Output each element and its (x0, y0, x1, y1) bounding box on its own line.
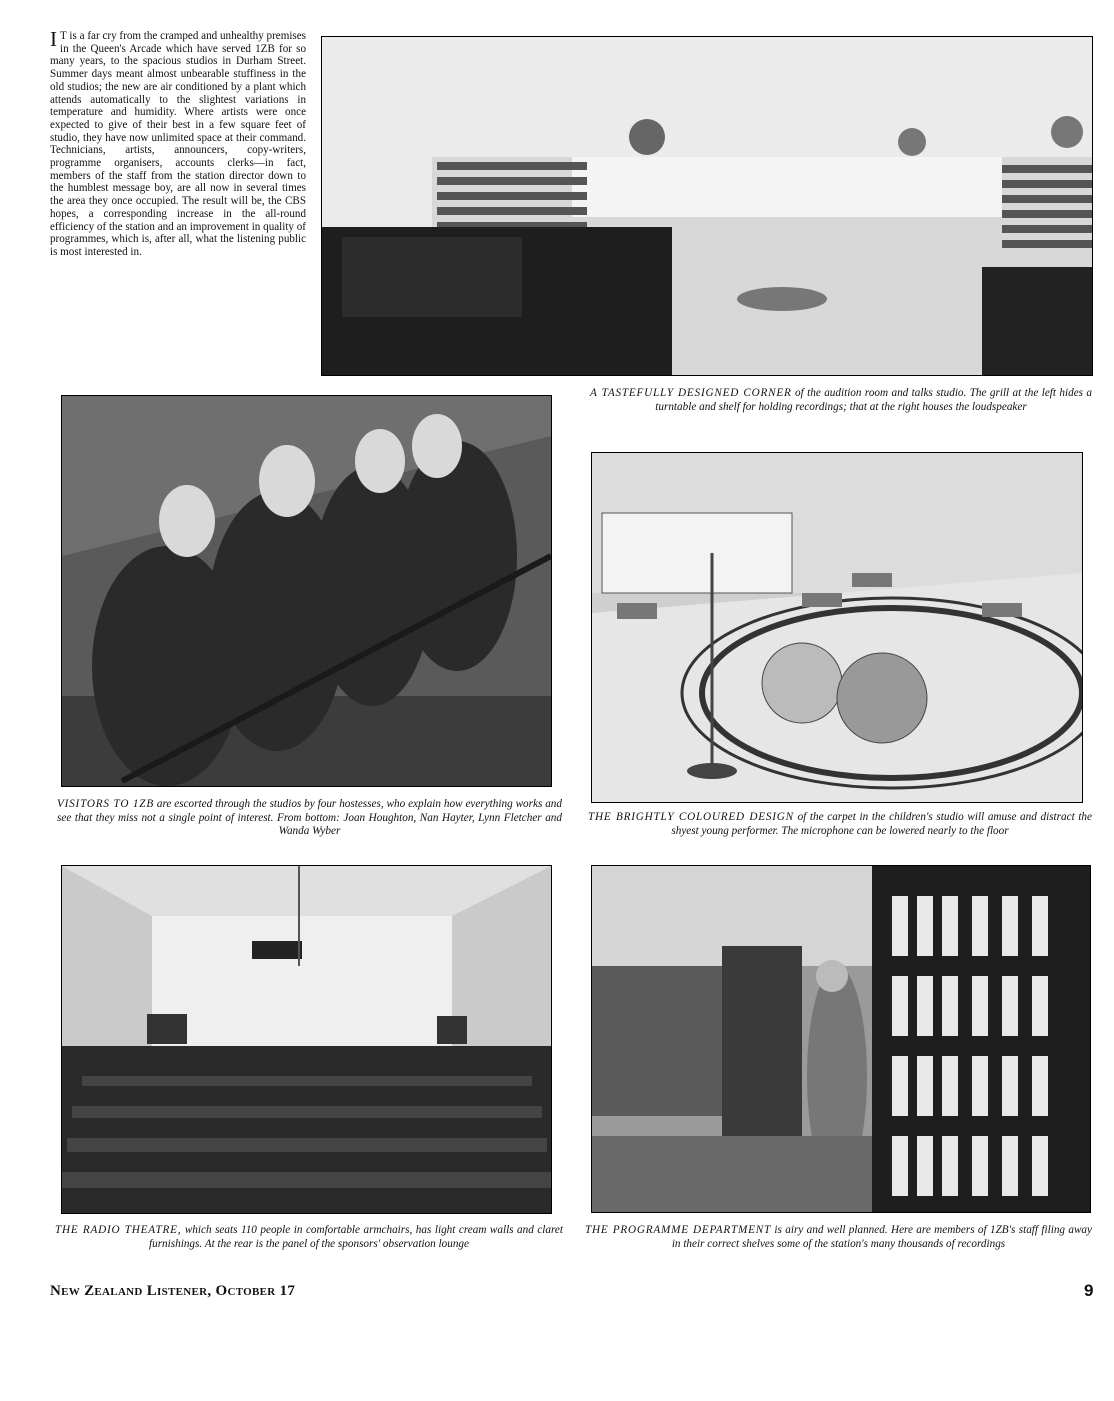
caption-audition-room (590, 387, 1092, 414)
caption-lead: VISITORS TO 1ZB (57, 798, 154, 810)
drop-cap: I (50, 27, 57, 51)
intro-text: T is a far cry from the cramped and unhealthy premises in the Queen's Arcade which have served 1ZB for so many years, to the spacious studios in Durham Street. Summer days meant almost unbearable stuffiness in the old studios; the new are air conditioned by a plant which attends automatically to the slightest variations in temperature and humidity. Where artists were once expected to give of their best in a few square feet of studio, they have now unlimited space at their command. Technicians, artists, announcers, copy-writers, programme organisers, accounts clerks—in fact, members of the staff from the station director down to the humblest message boy, are all now in several times the area they once occupied. The result will be, the CBS hopes, a corresponding increase in the all-round efficiency of the station and an improvement in quality of programmes, which is, after all, what the listening public is most interested in. (50, 30, 306, 258)
intro-paragraph (50, 27, 306, 259)
footer-masthead: New Zealand Listener, October 17 (50, 1283, 296, 1299)
caption-text: is airy and well planned. Here are members of 1ZB's staff filing away in their correct shelves some of the station's many thousands of recordings (671, 1224, 1092, 1250)
photo-radio-theatre (61, 865, 552, 1214)
caption-text: are escorted through the studios by four hostesses, who explain how everything works and see that they miss not a single point of interest. From bottom: Joan Houghton, Nan Hayter, Lynn Fletcher and Wanda Wyber (57, 798, 562, 838)
caption-lead: THE BRIGHTLY COLOURED DESIGN (588, 811, 794, 823)
caption-radio-theatre (55, 1224, 563, 1251)
photo-childrens-studio (591, 452, 1083, 803)
caption-text: which seats 110 people in comfortable armchairs, has light cream walls and claret furnishings. At the rear is the panel of the sponsors' observation lounge (149, 1224, 564, 1250)
page-number: 9 (1084, 1281, 1094, 1300)
caption-text: of the carpet in the children's studio will amuse and distract the shyest young performer. The microphone can be lowered nearly to the floor (671, 811, 1092, 837)
caption-text: of the audition room and talks studio. The grill at the left hides a turntable and shelf for holding recordings; that at the right houses the loudspeaker (655, 387, 1092, 413)
caption-lead: THE RADIO THEATRE, (55, 1224, 182, 1236)
caption-visitors (57, 798, 562, 839)
caption-programme-department (585, 1224, 1092, 1251)
caption-lead: A TASTEFULLY DESIGNED CORNER (590, 387, 792, 399)
photo-hostesses-on-stairs (61, 395, 552, 787)
photo-audition-room (321, 36, 1093, 376)
caption-childrens-studio (588, 811, 1092, 838)
caption-lead: THE PROGRAMME DEPARTMENT (585, 1224, 772, 1236)
photo-programme-department (591, 865, 1091, 1213)
